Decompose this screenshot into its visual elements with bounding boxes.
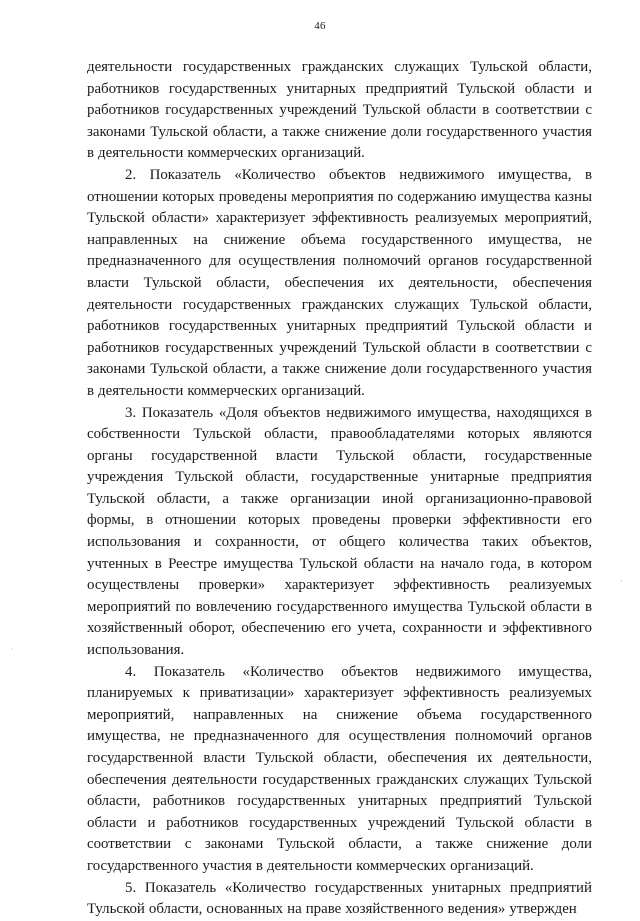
- paragraph-indicator-3: 3. Показатель «Доля объектов недвижимого имущества, находящихся в собственности Тульской области, правообладателями которых являются органы государственной власти Тульской области, государственные учреждения Тульской области, государственные унитарные предприятия Тульской области, а также организации иной организационно-правовой формы, в отношении которых проведены проверки эффективности его использования и сохранности, от общего количества таких объектов, учтенных в Реестре имущества Тульской области на начало года, в котором осуществлены проверки» характеризует эффективность реализуемых мероприятий по вовлечению государственного имущества Тульской области в хозяйственный оборот, обеспечению его учета, сохранности и эффективного использования.: [87, 404, 592, 659]
- paragraph-continuation: деятельности государственных гражданских служащих Тульской области, работников государственных унитарных предприятий Тульской области и работников государственных учреждений Тульской области в соответствии с законами Тульской области, а также снижение доли государственного участия в деятельности коммерческих организаций.: [87, 59, 592, 162]
- scan-margin-mark: ·: [11, 645, 14, 654]
- scan-margin-mark: ·: [620, 577, 623, 586]
- paragraph-indicator-4: 4. Показатель «Количество объектов недвижимого имущества, планируемых к приватизации» характеризует эффективность реализуемых мероприятий, направленных на снижение объема государственного имущества, не предназначенного для осуществления полномочий органов государственной власти Тульской области, обеспечения их деятельности, обеспечения деятельности государственных гражданских служащих Тульской области, работников государственных унитарных предприятий Тульской области и работников государственных учреждений Тульской области в соответствии с законами Тульской области, а также снижение доли государственного участия в деятельности коммерческих организаций.: [87, 663, 592, 874]
- page-number: 46: [314, 20, 326, 32]
- document-body: [87, 57, 592, 921]
- paragraph-indicator-5: 5. Показатель «Количество государственных унитарных предприятий Тульской области, основанных на праве хозяйственного ведения» утвержден: [87, 879, 592, 918]
- paragraph-indicator-2: 2. Показатель «Количество объектов недвижимого имущества, в отношении которых проведены мероприятия по содержанию имущества казны Тульской области» характеризует эффективность реализуемых мероприятий, направленных на снижение объема государственного имущества, не предназначенного для осуществления полномочий органов государственной власти Тульской области, обеспечения их деятельности, обеспечения деятельности государственных гражданских служащих Тульской области, работников государственных унитарных предприятий Тульской области и работников государственных учреждений Тульской области в соответствии с законами Тульской области, а также снижение доли государственного участия в деятельности коммерческих организаций.: [87, 166, 592, 399]
